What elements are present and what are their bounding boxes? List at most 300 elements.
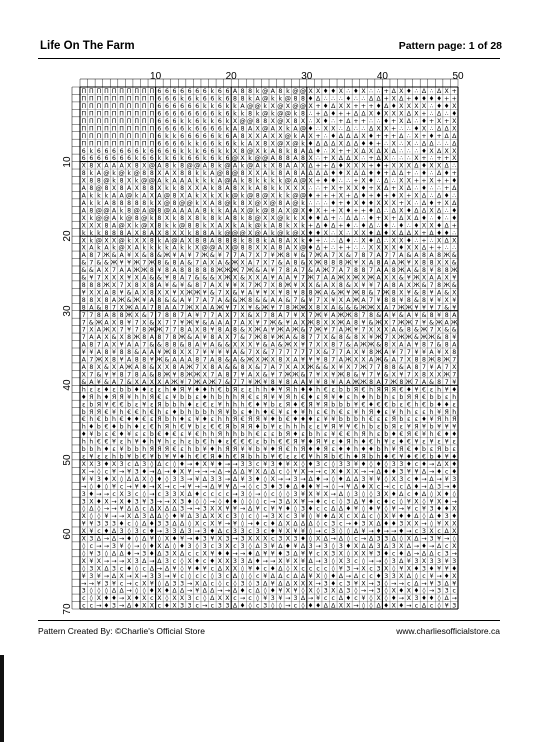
svg-text:→: →: [315, 557, 321, 565]
svg-text:◊: ◊: [339, 498, 343, 506]
svg-text:♦: ♦: [307, 237, 314, 245]
svg-text:A: A: [179, 259, 185, 267]
svg-text:b: b: [157, 453, 162, 461]
svg-text:c: c: [225, 572, 230, 580]
page-number: Pattern page: 1 of 28: [398, 40, 502, 52]
svg-text:→: →: [187, 580, 193, 588]
svg-text:6: 6: [81, 155, 86, 163]
svg-text:€: €: [278, 453, 283, 461]
svg-text:+: +: [444, 155, 450, 163]
svg-text:A: A: [119, 192, 124, 200]
svg-text:8: 8: [240, 364, 245, 372]
svg-text:Δ: Δ: [331, 505, 336, 513]
svg-text:3: 3: [376, 535, 381, 543]
svg-text:6: 6: [225, 140, 230, 148]
svg-text:&: &: [262, 371, 268, 379]
svg-text:&: &: [81, 378, 87, 386]
svg-text:7: 7: [187, 274, 192, 282]
svg-text:X: X: [406, 103, 411, 111]
svg-text:◊: ◊: [369, 460, 373, 468]
svg-text:♦: ♦: [413, 95, 420, 103]
svg-text:8: 8: [172, 349, 177, 357]
svg-text:♦: ♦: [436, 401, 442, 409]
svg-text:7: 7: [301, 267, 305, 275]
svg-text:c: c: [255, 572, 260, 580]
svg-text:6: 6: [195, 110, 200, 118]
svg-text:6: 6: [180, 140, 185, 148]
svg-text:Ж: Ж: [95, 356, 103, 364]
website-link[interactable]: www.charliesofficialstore.ca: [396, 626, 500, 636]
svg-text:7: 7: [210, 311, 215, 319]
svg-text:¥: ¥: [429, 438, 434, 446]
svg-text:@: @: [299, 244, 307, 252]
svg-text:♦: ♦: [307, 125, 314, 133]
svg-text:k: k: [97, 244, 101, 252]
svg-text:8: 8: [187, 222, 192, 230]
svg-text:7: 7: [81, 326, 86, 334]
svg-text:8: 8: [195, 229, 200, 237]
svg-text:A: A: [247, 289, 253, 297]
svg-text:8: 8: [195, 222, 200, 230]
svg-text:Δ: Δ: [270, 468, 275, 476]
svg-text:X: X: [270, 475, 275, 483]
svg-text:¥: ¥: [255, 505, 260, 513]
svg-text:Ж: Ж: [450, 319, 458, 327]
svg-text:h: h: [369, 431, 374, 439]
svg-text:8: 8: [301, 155, 305, 163]
svg-text:8: 8: [353, 267, 358, 275]
svg-text:→: →: [436, 572, 442, 580]
svg-text:♦: ♦: [292, 416, 299, 424]
svg-text:♦: ♦: [368, 214, 374, 222]
svg-text:Δ: Δ: [361, 110, 366, 118]
svg-text:X: X: [111, 475, 117, 483]
svg-text:h: h: [293, 446, 298, 454]
svg-text:@: @: [277, 117, 284, 125]
svg-text:∴: ∴: [414, 170, 419, 178]
svg-text:X: X: [300, 162, 306, 170]
svg-text:7: 7: [452, 371, 457, 379]
svg-text:Я: Я: [157, 416, 162, 424]
svg-text:Δ: Δ: [421, 140, 427, 148]
svg-text:&: &: [353, 371, 359, 379]
svg-text:Ж: Ж: [337, 311, 345, 319]
svg-text:X: X: [255, 125, 260, 133]
svg-text:k: k: [195, 192, 199, 200]
svg-text:Ж: Ж: [307, 319, 314, 327]
svg-text:→: →: [307, 468, 314, 476]
svg-text:¥: ¥: [187, 431, 192, 439]
svg-text:X: X: [142, 595, 147, 603]
svg-text:8: 8: [104, 185, 109, 193]
svg-text:¥: ¥: [270, 543, 275, 550]
svg-text:∴: ∴: [346, 88, 351, 96]
svg-text:♦: ♦: [360, 222, 367, 230]
svg-text:&: &: [240, 274, 245, 282]
svg-text:3: 3: [142, 550, 147, 558]
svg-text:◊: ◊: [142, 490, 146, 498]
svg-text:+: +: [451, 88, 457, 96]
svg-text:7: 7: [217, 378, 222, 386]
svg-text:♦: ♦: [375, 192, 382, 200]
svg-text:X: X: [127, 244, 132, 252]
svg-text:h: h: [81, 423, 86, 431]
svg-text:6: 6: [195, 103, 200, 111]
svg-text:7: 7: [202, 282, 207, 289]
svg-text:ε: ε: [376, 431, 381, 439]
svg-text:Δ: Δ: [278, 572, 283, 580]
svg-text:¥: ¥: [323, 423, 328, 431]
svg-text:Δ: Δ: [179, 528, 185, 536]
svg-text:c: c: [331, 498, 335, 506]
svg-text:h: h: [233, 401, 237, 409]
svg-text:∴: ∴: [308, 117, 313, 125]
svg-text:Δ: Δ: [436, 110, 442, 118]
svg-text:h: h: [361, 416, 366, 424]
svg-text:X: X: [338, 140, 343, 148]
svg-text:h: h: [81, 386, 86, 394]
svg-text:€: €: [248, 438, 253, 446]
svg-text:A: A: [346, 349, 351, 357]
svg-text:c: c: [293, 602, 298, 610]
svg-text:7: 7: [89, 259, 94, 267]
svg-text:c: c: [392, 498, 396, 506]
svg-text:¥: ¥: [308, 550, 313, 558]
svg-text:6: 6: [202, 88, 207, 96]
svg-text:♦: ♦: [413, 565, 420, 573]
svg-text:7: 7: [338, 349, 343, 357]
svg-text:@: @: [103, 207, 110, 215]
svg-text:¥: ¥: [406, 498, 411, 506]
svg-text:3: 3: [278, 483, 283, 491]
svg-text:X: X: [406, 595, 411, 603]
svg-text:◊: ◊: [203, 595, 207, 603]
svg-text:Я: Я: [414, 393, 419, 401]
svg-text:A: A: [384, 259, 389, 267]
svg-text:♦: ♦: [345, 595, 352, 603]
svg-text:∴: ∴: [376, 222, 381, 230]
svg-text:→: →: [451, 498, 457, 506]
svg-text:X: X: [111, 460, 117, 468]
svg-text:8: 8: [293, 147, 298, 155]
svg-text:b: b: [172, 401, 177, 409]
svg-text:&: &: [88, 319, 94, 327]
svg-text:&: &: [232, 364, 238, 372]
svg-text:7: 7: [361, 326, 366, 334]
svg-text:◊: ◊: [331, 460, 335, 468]
svg-text:¥: ¥: [157, 438, 162, 446]
svg-text:&: &: [179, 341, 185, 349]
svg-text:X: X: [414, 132, 419, 140]
svg-text:A: A: [429, 274, 434, 282]
svg-text:♦: ♦: [428, 595, 435, 603]
svg-text:♦: ♦: [421, 147, 427, 155]
svg-text:8: 8: [112, 199, 116, 207]
svg-text:Δ: Δ: [111, 572, 117, 580]
svg-text:X: X: [368, 147, 374, 155]
svg-text:¥: ¥: [285, 319, 290, 327]
svg-text:A: A: [293, 177, 298, 185]
svg-text:7: 7: [391, 319, 396, 327]
svg-text:6: 6: [195, 132, 200, 140]
svg-text:Δ: Δ: [361, 147, 366, 155]
svg-text:Δ: Δ: [346, 125, 351, 133]
svg-text:X: X: [346, 274, 351, 282]
svg-text:Δ: Δ: [429, 513, 434, 521]
svg-text:X: X: [285, 364, 291, 372]
svg-text:@: @: [231, 229, 239, 237]
svg-text:Δ: Δ: [376, 520, 381, 528]
svg-text:@: @: [262, 207, 269, 215]
svg-text:◊: ◊: [157, 535, 161, 543]
svg-text:¥: ¥: [134, 483, 139, 491]
svg-text:8: 8: [96, 282, 101, 289]
svg-text:♦: ♦: [315, 229, 321, 237]
svg-text:X: X: [81, 177, 86, 185]
svg-text:X: X: [240, 155, 245, 163]
svg-text:€: €: [353, 423, 358, 431]
svg-text:¥: ¥: [338, 565, 343, 573]
svg-text:∴: ∴: [316, 185, 321, 193]
svg-text:X: X: [353, 282, 359, 289]
svg-text:¥: ¥: [293, 587, 298, 595]
svg-text:¥: ¥: [240, 475, 245, 483]
svg-text:6: 6: [217, 88, 222, 96]
svg-text:¥: ¥: [301, 513, 305, 521]
svg-text:♦: ♦: [307, 505, 314, 513]
svg-text:◊: ◊: [157, 580, 161, 588]
svg-text:¥: ¥: [210, 349, 215, 357]
svg-text:¥: ¥: [263, 401, 268, 409]
svg-text:¥: ¥: [353, 259, 358, 267]
svg-text:Я: Я: [179, 386, 185, 394]
svg-text:◊: ◊: [89, 513, 93, 521]
svg-text:Δ: Δ: [111, 587, 117, 595]
svg-text:7: 7: [414, 378, 419, 386]
svg-text:h: h: [293, 423, 298, 431]
svg-text:X: X: [202, 199, 207, 207]
svg-text:Π: Π: [134, 132, 140, 140]
svg-text:7: 7: [233, 334, 237, 342]
svg-text:¥: ¥: [263, 289, 268, 297]
svg-text:7: 7: [444, 378, 449, 386]
svg-text:X: X: [429, 222, 434, 230]
svg-text:¥: ¥: [353, 401, 358, 409]
svg-text:8: 8: [142, 185, 147, 193]
svg-text:X: X: [263, 244, 268, 252]
svg-text:→: →: [126, 580, 132, 588]
svg-text:7: 7: [429, 341, 434, 349]
svg-text:Δ: Δ: [353, 132, 359, 140]
svg-text:7: 7: [308, 326, 313, 334]
svg-text:Я: Я: [232, 416, 238, 424]
svg-text:8: 8: [248, 214, 253, 222]
svg-text:h: h: [399, 408, 404, 416]
svg-text:+: +: [338, 244, 344, 252]
svg-text:◊: ◊: [316, 587, 320, 595]
svg-text:Ж: Ж: [292, 371, 299, 379]
svg-text:h: h: [429, 408, 434, 416]
svg-text:¥: ¥: [248, 565, 253, 573]
svg-text:3: 3: [263, 602, 268, 610]
svg-text:h: h: [210, 431, 215, 439]
svg-text:h: h: [202, 431, 207, 439]
svg-text:Δ: Δ: [232, 602, 238, 610]
svg-text:c: c: [399, 483, 404, 491]
svg-text:♦: ♦: [330, 199, 337, 207]
svg-text:♦: ♦: [443, 431, 450, 439]
svg-text:c: c: [414, 460, 419, 468]
svg-text:8: 8: [134, 282, 139, 289]
svg-text:8: 8: [104, 349, 109, 357]
svg-text:ε: ε: [82, 453, 86, 461]
svg-text:Δ: Δ: [421, 602, 427, 610]
svg-text:♦: ♦: [398, 244, 405, 252]
svg-text:X: X: [346, 468, 351, 476]
svg-text:¥: ¥: [316, 490, 321, 498]
svg-text:Я: Я: [391, 416, 396, 424]
svg-text:Δ: Δ: [202, 587, 207, 595]
svg-text:8: 8: [164, 341, 169, 349]
svg-text:Ж: Ж: [277, 252, 284, 260]
svg-text:¥: ¥: [180, 535, 185, 543]
svg-text:X: X: [444, 147, 449, 155]
svg-text:¥: ¥: [361, 282, 366, 289]
svg-text:Ж: Ж: [133, 334, 141, 342]
svg-text:→: →: [194, 528, 200, 536]
svg-text:€: €: [278, 438, 283, 446]
svg-text:A: A: [149, 229, 154, 237]
svg-text:3: 3: [376, 550, 381, 558]
svg-text:♦: ♦: [307, 229, 314, 237]
svg-text:ε: ε: [240, 386, 245, 394]
svg-text:3: 3: [346, 565, 351, 573]
svg-text:+: +: [368, 103, 374, 111]
svg-text:X: X: [308, 587, 313, 595]
svg-text:♦: ♦: [254, 520, 261, 528]
svg-text:→: →: [118, 468, 125, 476]
svg-text:¥: ¥: [301, 356, 305, 364]
svg-text:Π: Π: [104, 117, 109, 125]
svg-text:h: h: [149, 438, 154, 446]
svg-text:◊: ◊: [195, 543, 199, 550]
svg-text:A: A: [240, 222, 245, 230]
svg-text:¥: ¥: [353, 460, 358, 468]
svg-text:→: →: [338, 483, 344, 491]
svg-text:3: 3: [384, 535, 389, 543]
pattern-title: Life On The Farm: [40, 40, 135, 52]
svg-text:Ж: Ж: [254, 282, 261, 289]
svg-text:3: 3: [119, 528, 124, 536]
svg-text:Δ: Δ: [436, 125, 442, 133]
svg-text:♦: ♦: [353, 520, 359, 528]
svg-text:3: 3: [217, 602, 222, 610]
svg-text:k: k: [157, 237, 162, 245]
svg-text:♦: ♦: [368, 140, 374, 148]
svg-text:7: 7: [233, 252, 237, 260]
svg-text:◊: ◊: [339, 528, 343, 536]
svg-text:♦: ♦: [254, 423, 261, 431]
svg-text:3: 3: [248, 475, 253, 483]
svg-text:ε: ε: [210, 401, 214, 409]
svg-text:7: 7: [293, 296, 298, 304]
svg-text:♦: ♦: [345, 199, 352, 207]
svg-text:h: h: [225, 431, 230, 439]
svg-text:¥: ¥: [142, 498, 147, 506]
svg-text:X: X: [308, 282, 313, 289]
svg-text:X: X: [172, 498, 177, 506]
svg-text:7: 7: [369, 371, 374, 379]
svg-text:ε: ε: [187, 438, 192, 446]
svg-text:7: 7: [263, 282, 268, 289]
svg-text:b: b: [338, 386, 343, 394]
svg-text:h: h: [210, 386, 215, 394]
svg-text:@: @: [133, 207, 140, 215]
svg-text:3: 3: [278, 535, 283, 543]
svg-text:♦: ♦: [285, 543, 291, 550]
svg-text:¥: ¥: [278, 289, 283, 297]
svg-text:¥: ¥: [346, 483, 351, 491]
svg-text:¥: ¥: [391, 446, 396, 454]
svg-text:¥: ¥: [422, 304, 426, 312]
svg-text:¥: ¥: [119, 446, 124, 454]
svg-text:A: A: [225, 185, 230, 193]
svg-text:¥: ¥: [376, 505, 381, 513]
svg-text:X: X: [157, 229, 162, 237]
svg-text:€: €: [104, 438, 109, 446]
svg-text:@: @: [163, 207, 171, 215]
svg-text:♦: ♦: [345, 543, 352, 550]
svg-text:A: A: [376, 267, 381, 275]
svg-text:6: 6: [225, 155, 230, 163]
svg-text:ε: ε: [104, 431, 109, 439]
svg-text:k: k: [202, 103, 207, 111]
svg-text:3: 3: [89, 565, 94, 573]
svg-text:6: 6: [172, 88, 177, 96]
svg-text:Я: Я: [285, 393, 291, 401]
svg-text:∴: ∴: [338, 125, 343, 133]
svg-text:7: 7: [369, 252, 374, 260]
svg-text:→: →: [194, 483, 200, 491]
svg-text:♦: ♦: [315, 475, 321, 483]
svg-text:A: A: [452, 341, 457, 349]
svg-text:&: &: [277, 319, 283, 327]
svg-text:→: →: [239, 550, 246, 558]
row-label: 40: [62, 379, 74, 391]
svg-text:3: 3: [134, 557, 139, 565]
svg-text:h: h: [369, 386, 374, 394]
svg-text:→: →: [368, 580, 374, 588]
svg-text:A: A: [119, 267, 124, 275]
svg-text:X: X: [391, 110, 396, 118]
svg-text:♦: ♦: [360, 199, 367, 207]
svg-text:◊: ◊: [241, 498, 245, 506]
svg-text:c: c: [407, 475, 411, 483]
svg-text:A: A: [232, 349, 238, 357]
svg-text:Ж: Ж: [352, 274, 360, 282]
svg-text:♦: ♦: [375, 103, 382, 111]
svg-text:X: X: [247, 132, 253, 140]
svg-text:8: 8: [240, 170, 245, 178]
svg-text:Ж: Ж: [193, 289, 201, 297]
svg-text:Δ: Δ: [127, 505, 132, 513]
svg-text:7: 7: [263, 319, 268, 327]
svg-text:Ж: Ж: [337, 274, 345, 282]
svg-text:Π: Π: [141, 110, 147, 118]
svg-text:7: 7: [316, 334, 321, 342]
svg-text:Δ: Δ: [89, 505, 94, 513]
svg-text:c: c: [210, 490, 215, 498]
